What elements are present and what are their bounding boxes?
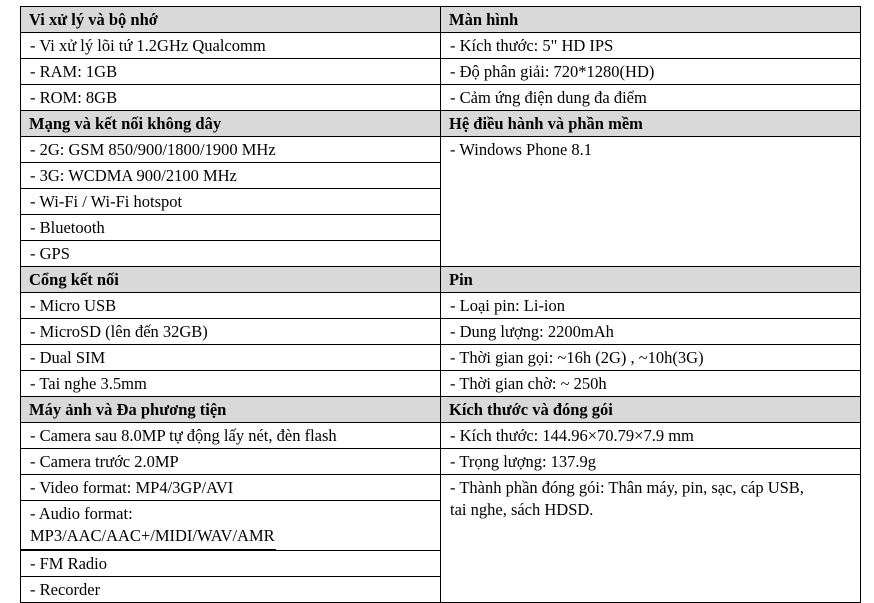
spec-cell-display bbox=[441, 7, 861, 111]
spec-item: - Bluetooth bbox=[21, 215, 440, 241]
spec-row-network-os bbox=[21, 111, 861, 267]
spec-item: - Cảm ứng điện dung đa điểm bbox=[450, 88, 647, 107]
spec-row-ports-battery bbox=[21, 267, 861, 397]
spec-item: - RAM: 1GB bbox=[21, 59, 440, 85]
spec-item: - Wi-Fi / Wi-Fi hotspot bbox=[21, 189, 440, 215]
spec-item: - MicroSD (lên đến 32GB) bbox=[21, 319, 440, 345]
spec-cell-ports bbox=[21, 267, 441, 397]
spec-item: - Dual SIM bbox=[21, 345, 440, 371]
spec-table bbox=[20, 6, 861, 603]
spec-item: - Recorder bbox=[30, 580, 101, 599]
section-header: Kích thước và đóng gói bbox=[441, 397, 860, 423]
spec-item: - Loại pin: Li-ion bbox=[441, 293, 860, 319]
section-header: Mạng và kết nối không dây bbox=[21, 111, 440, 137]
spec-item: - Độ phân giải: 720*1280(HD) bbox=[441, 59, 860, 85]
spec-row-processor-display bbox=[21, 7, 861, 111]
section-header: Máy ảnh và Đa phương tiện bbox=[21, 397, 440, 423]
spec-cell-dimensions bbox=[441, 397, 861, 603]
spec-item: - ROM: 8GB bbox=[30, 88, 118, 107]
spec-row-camera-size bbox=[21, 397, 861, 603]
spec-item: - 3G: WCDMA 900/2100 MHz bbox=[21, 163, 440, 189]
spec-item: - Vi xử lý lõi tứ 1.2GHz Qualcomm bbox=[21, 33, 440, 59]
spec-item: - FM Radio bbox=[21, 550, 440, 577]
spec-cell-network bbox=[21, 111, 441, 267]
spec-item: - Audio format: MP3/AAC/AAC+/MIDI/WAV/AMR bbox=[21, 501, 276, 550]
spec-item: - Windows Phone 8.1 bbox=[450, 140, 593, 159]
section-header: Pin bbox=[441, 267, 860, 293]
spec-item: - Tai nghe 3.5mm bbox=[30, 374, 147, 393]
section-header: Màn hình bbox=[441, 7, 860, 33]
section-header: Cổng kết nối bbox=[21, 267, 440, 293]
spec-item: - Micro USB bbox=[21, 293, 440, 319]
spec-item: - Trọng lượng: 137.9g bbox=[441, 449, 860, 475]
section-header: Vi xử lý và bộ nhớ bbox=[21, 7, 440, 33]
spec-cell-os bbox=[441, 111, 861, 267]
spec-item: - Kích thước: 144.96×70.79×7.9 mm bbox=[441, 423, 860, 449]
spec-item: - Camera trước 2.0MP bbox=[21, 449, 440, 475]
spec-item: - Camera sau 8.0MP tự động lấy nét, đèn flash bbox=[21, 423, 440, 449]
spec-item: - Kích thước: 5" HD IPS bbox=[441, 33, 860, 59]
spec-cell-processor bbox=[21, 7, 441, 111]
section-header: Hệ điều hành và phần mềm bbox=[441, 111, 860, 137]
spec-item: - Thành phần đóng gói: Thân máy, pin, sạc, cáp USB, tai nghe, sách HDSD. bbox=[450, 478, 804, 519]
spec-item: - Thời gian gọi: ~16h (2G) , ~10h(3G) bbox=[441, 345, 860, 371]
spec-item: - Thời gian chờ: ~ 250h bbox=[450, 374, 607, 393]
spec-item: - 2G: GSM 850/900/1800/1900 MHz bbox=[21, 137, 440, 163]
spec-item: - Video format: MP4/3GP/AVI bbox=[21, 475, 440, 501]
spec-cell-battery bbox=[441, 267, 861, 397]
spec-item: - GPS bbox=[30, 244, 70, 263]
spec-item: - Dung lượng: 2200mAh bbox=[441, 319, 860, 345]
spec-cell-camera bbox=[21, 397, 441, 603]
